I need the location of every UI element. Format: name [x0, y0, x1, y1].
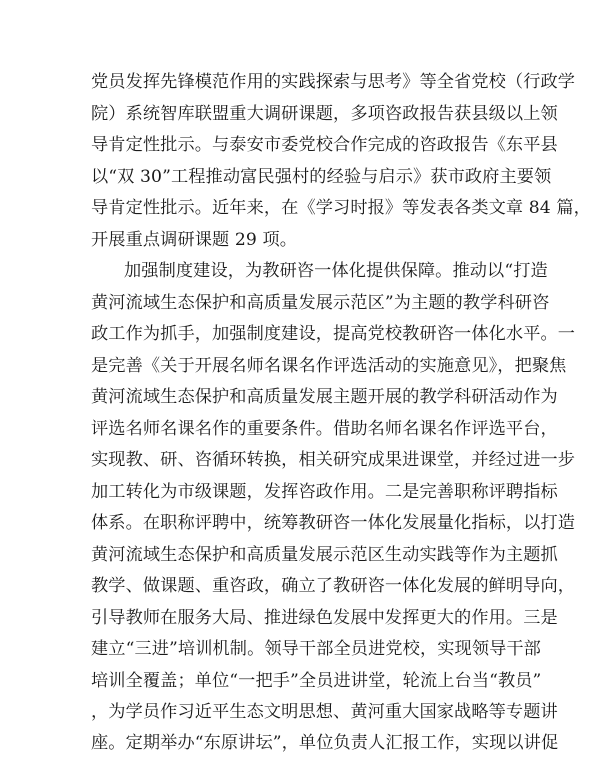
paragraph-line: 座。定期举办“东原讲坛”，单位负责人汇报工作，实现以讲促: [91, 733, 559, 753]
paragraph-line: 建立“三进”培训机制。领导干部全员进党校，实现领导干部: [91, 639, 541, 659]
paragraph-line: ，为学员作习近平生态文明思想、黄河重大国家战略等专题讲: [91, 702, 558, 722]
paragraph-line: 党员发挥先锋模范作用的实践探索与思考》等全省党校（行政学: [91, 72, 576, 92]
paragraph-line: 体系。在职称评聘中，统筹教研咨一体化发展量化指标，以打造: [91, 513, 576, 533]
paragraph-line: 黄河流域生态保护和高质量发展示范区”为主题的教学科研咨: [91, 293, 550, 313]
paragraph-line: 黄河流域生态保护和高质量发展主题开展的教学科研活动作为: [91, 387, 558, 407]
paragraph-line: 引导教师在服务大局、推进绿色发展中发挥更大的作用。三是: [91, 608, 558, 628]
paragraph-line: 开展重点调研课题 29 项。: [91, 230, 298, 250]
paragraph-line: 黄河流域生态保护和高质量发展示范区生动实践等作为主题抓: [91, 545, 558, 565]
paragraph-line: 评选名师名课名作的重要条件。借助名师名课名作评选平台，: [91, 419, 558, 439]
paragraph-line: 是完善《关于开展名师名课名作评选活动的实施意见》，把聚焦: [91, 356, 567, 376]
paragraph-line: 院）系统智库联盟重大调研课题，多项咨政报告获县级以上领: [91, 104, 558, 124]
paragraph-line: 教学、做课题、重咨政，确立了教研咨一体化发展的鲜明导向，: [91, 576, 576, 596]
paragraph-line: 以“双 30”工程推动富民强村的经验与启示》获市政府主要领: [91, 167, 552, 187]
paragraph-line: 导肯定性批示。与泰安市委党校合作完成的咨政报告《东平县: [91, 135, 558, 155]
paragraph-line: 导肯定性批示。近年来，在《学习时报》等发表各类文章 84 篇，: [91, 198, 591, 218]
paragraph-line: 加工转化为市级课题，发挥咨政作用。二是完善职称评聘指标: [91, 482, 558, 502]
paragraph-first-line: 加强制度建设，为教研咨一体化提供保障。推动以“打造: [124, 261, 548, 281]
paragraph-line: 实现教、研、咨循环转换，相关研究成果进课堂，并经过进一步: [91, 450, 576, 470]
paragraph-line: 政工作为抓手，加强制度建设，提高党校教研咨一体化水平。一: [91, 324, 576, 344]
paragraph-line: 培训全覆盖；单位“一把手”全员进讲堂，轮流上台当“教员”: [91, 671, 542, 691]
